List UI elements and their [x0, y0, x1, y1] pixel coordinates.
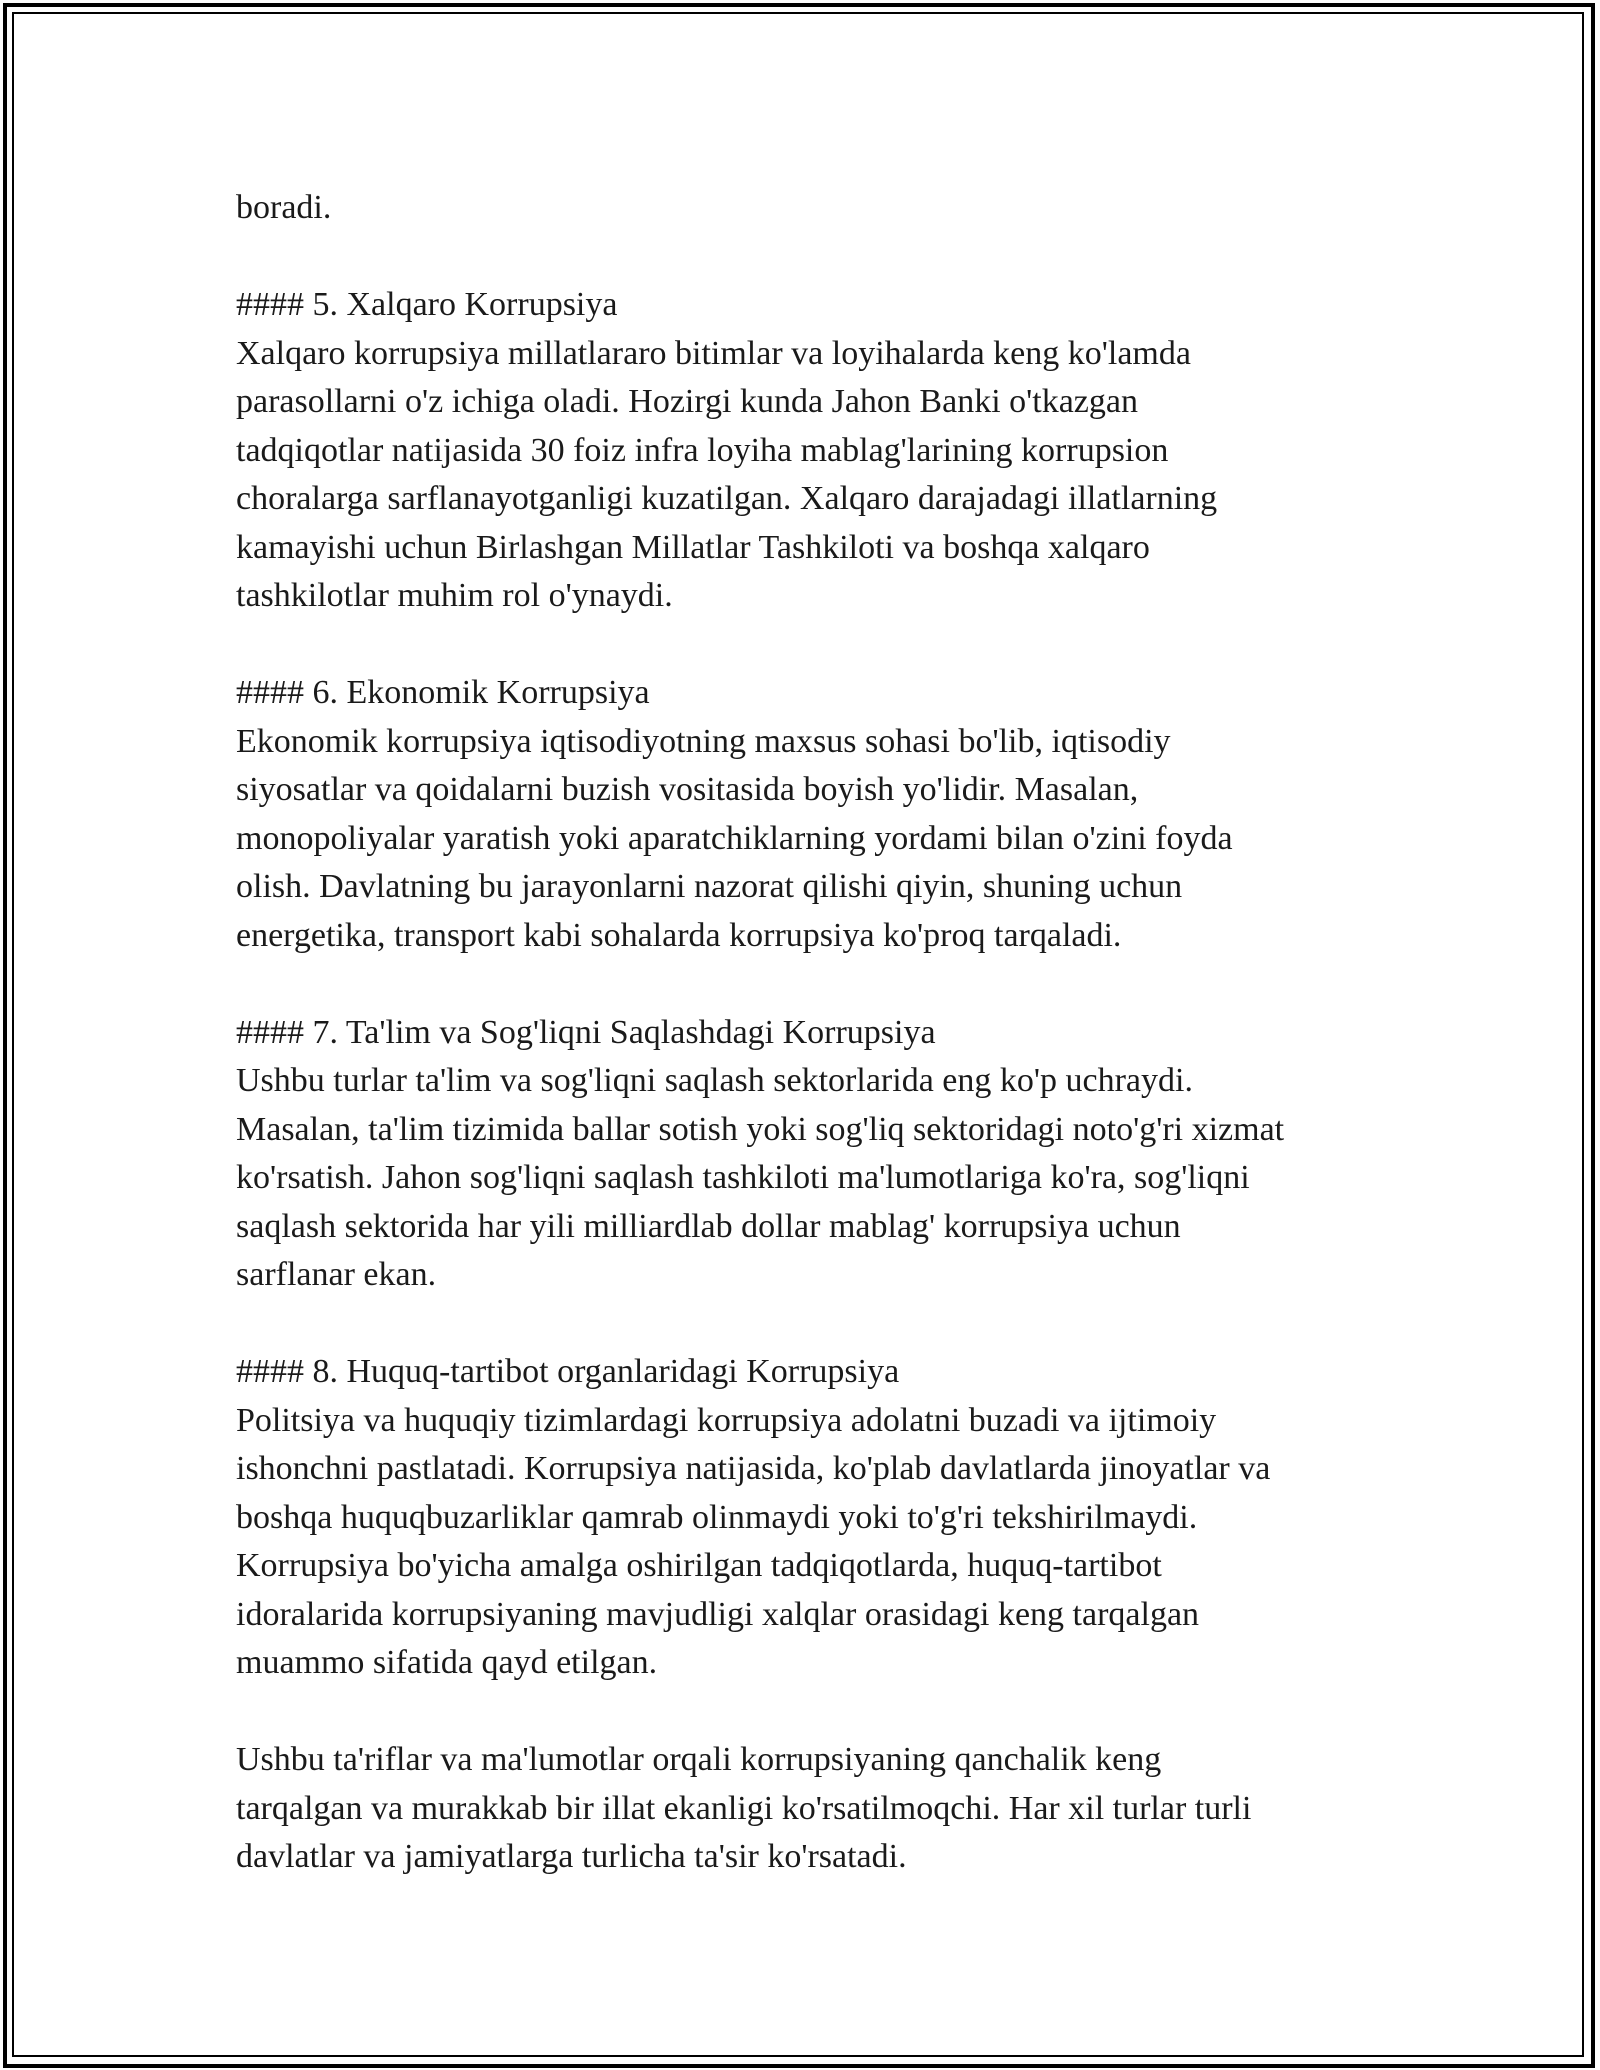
paragraph-gap	[236, 1688, 1396, 1737]
text-line: monopoliyalar yaratish yoki aparatchiklarning yordami bilan o'zini foyda	[236, 819, 1233, 857]
document-body	[236, 184, 1396, 1882]
text-line: tadqiqotlar natijasida 30 foiz infra loyiha mablag'larining korrupsion	[236, 431, 1169, 469]
text-line: tashkilotlar muhim rol o'ynaydi.	[236, 577, 673, 614]
text-line: Masalan, ta'lim tizimida ballar sotish yoki sog'liq sektoridagi noto'g'ri xizmat	[236, 1110, 1285, 1148]
paragraph-gap	[236, 621, 1396, 670]
text-line: kamayishi uchun Birlashgan Millatlar Tashkiloti va boshqa xalqaro	[236, 528, 1150, 566]
text-line: energetika, transport kabi sohalarda korrupsiya ko'proq tarqaladi.	[236, 916, 1122, 954]
section-ekonomik-korrupsiya	[236, 669, 1396, 960]
section-paragraph	[236, 1397, 1396, 1688]
section-heading: #### 8. Huquq-tartibot organlaridagi Korrupsiya	[236, 1353, 900, 1390]
paragraph-gap	[236, 233, 1396, 282]
section-paragraph	[236, 330, 1396, 621]
paragraph-gap	[236, 1300, 1396, 1349]
continuation-text	[236, 184, 1396, 233]
text-line: boshqa huquqbuzarliklar qamrab olinmaydi yoki to'g'ri tekshirilmaydi.	[236, 1498, 1198, 1536]
text-line: Ushbu turlar ta'lim va sog'liqni saqlash sektorlarida eng ko'p uchraydi.	[236, 1062, 1193, 1099]
section-huquq-tartibot-korrupsiya	[236, 1348, 1396, 1688]
text-line: ishonchni pastlatadi. Korrupsiya natijasida, ko'plab davlatlarda jinoyatlar va	[236, 1450, 1271, 1487]
section-heading: #### 6. Ekonomik Korrupsiya	[236, 674, 650, 711]
text-line: boradi.	[236, 189, 332, 226]
text-line: saqlash sektorida har yili milliardlab dollar mablag' korrupsiya uchun	[236, 1207, 1181, 1245]
text-line: Ekonomik korrupsiya iqtisodiyotning maxsus sohasi bo'lib, iqtisodiy	[236, 722, 1171, 760]
text-line: olish. Davlatning bu jarayonlarni nazorat qilishi qiyin, shuning uchun	[236, 868, 1183, 905]
text-line: siyosatlar va qoidalarni buzish vositasida boyish yo'lidir. Masalan,	[236, 771, 1139, 808]
text-line: choralarga sarflanayotganligi kuzatilgan. Xalqaro darajadagi illatlarning	[236, 480, 1218, 517]
text-line: parasollarni o'z ichiga oladi. Hozirgi kunda Jahon Banki o'tkazgan	[236, 383, 1138, 420]
text-line: Xalqaro korrupsiya millatlararo bitimlar va loyihalarda keng ko'lamda	[236, 334, 1191, 372]
text-line: Politsiya va huquqiy tizimlardagi korrupsiya adolatni buzadi va ijtimoiy	[236, 1401, 1217, 1439]
text-line: ko'rsatish. Jahon sog'liqni saqlash tashkiloti ma'lumotlariga ko'ra, sog'liqni	[236, 1159, 1250, 1196]
text-line: idoralarida korrupsiyaning mavjudligi xalqlar orasidagi keng tarqalgan	[236, 1595, 1200, 1633]
section-xalqaro-korrupsiya	[236, 281, 1396, 621]
text-line: tarqalgan va murakkab bir illat ekanligi ko'rsatilmoqchi. Har xil turlar turli	[236, 1789, 1252, 1827]
paragraph-gap	[236, 960, 1396, 1009]
text-line: davlatlar va jamiyatlarga turlicha ta'sir ko'rsatadi.	[236, 1838, 907, 1875]
text-line: muammo sifatida qayd etilgan.	[236, 1644, 658, 1681]
section-paragraph	[236, 1057, 1396, 1300]
text-line: Ushbu ta'riflar va ma'lumotlar orqali korrupsiyaning qanchalik keng	[236, 1741, 1162, 1778]
text-line: sarflanar ekan.	[236, 1256, 437, 1293]
text-line: Korrupsiya bo'yicha amalga oshirilgan tadqiqotlarda, huquq-tartibot	[236, 1547, 1162, 1584]
section-talim-soglik-korrupsiya	[236, 1009, 1396, 1300]
section-heading: #### 7. Ta'lim va Sog'liqni Saqlashdagi Korrupsiya	[236, 1013, 936, 1051]
section-heading: #### 5. Xalqaro Korrupsiya	[236, 286, 618, 323]
section-paragraph	[236, 718, 1396, 961]
conclusion-paragraph	[236, 1736, 1396, 1882]
